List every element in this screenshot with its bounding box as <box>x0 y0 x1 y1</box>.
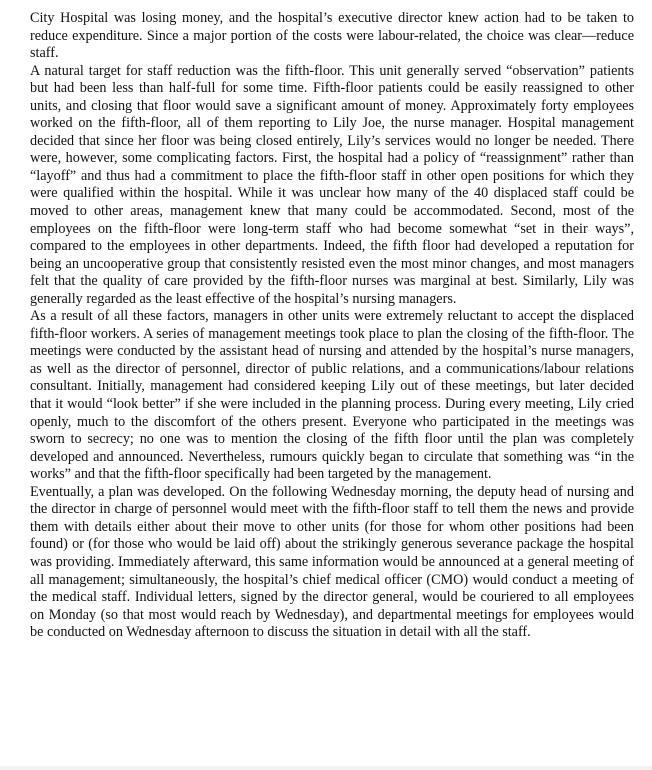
paragraph-meetings: As a result of all these factors, managers in other units were extremely reluctant to accept the displaced fifth-floor workers. A series of management meetings took place to plan the closing of the fifth-floor. The meetings were conducted by the assistant head of nursing and attended by the hospital’s nurse managers, as well as the director of personnel, director of public relations, and a communications/labour relations consultant. Initially, management had considered keeping Lily out of these meetings, but later decided that it would “look better” if she were included in the planning process. During every meeting, Lily cried openly, much to the discomfort of the others present. Everyone who participated in the meetings was sworn to secrecy; no one was to mention the closing of the fifth floor until the plan was completely developed and announced. Nevertheless, rumours quickly began to circulate that something was “in the works” and that the fifth-floor specifically had been targeted by the management. <box>30 308 634 483</box>
paragraph-intro: City Hospital was losing money, and the hospital’s executive director knew action had to be taken to reduce expenditure. Since a major portion of the costs were labour-related, the choice was clear—reduce staff. <box>30 10 634 62</box>
document-body <box>30 10 634 642</box>
paragraph-plan: Eventually, a plan was developed. On the following Wednesday morning, the deputy head of nursing and the director in charge of personnel would meet with the fifth-floor staff to tell them the news and provide them with details either about their move to other units (for those for whom other positions had been found) or (for those who would be laid off) about the strikingly generous severance package the hospital was providing. Immediately afterward, this same information would be announced at a general meeting of all management; simultaneously, the hospital’s chief medical officer (CMO) would conduct a meeting of the medical staff. Individual letters, signed by the director general, would be couriered to all employees on Monday (so that most would reach by Wednesday), and departmental meetings for employees would be conducted on Wednesday afternoon to discuss the situation in detail with all the staff. <box>30 483 634 641</box>
paragraph-fifth-floor: A natural target for staff reduction was the fifth-floor. This unit generally served “observation” patients but had been less than half-full for some time. Fifth-floor patients could be easily reassigned to other units, and closing that floor would save a significant amount of money. Approximately forty employees worked on the fifth-floor, all of them reporting to Lily Joe, the nurse manager. Hospital management decided that since her floor was being closed entirely, Lily’s services would no longer be needed. There were, however, some complicating factors. First, the hospital had a policy of “reassignment” rather than “layoff” and thus had a commitment to place the fifth-floor staff in other open positions for which they were qualified within the hospital. While it was unclear how many of the 40 displaced staff could be moved to other areas, management knew that many could be accommodated. Second, most of the employees on the fifth-floor were long-term staff who had become somewhat “set in their ways”, compared to the employees in other departments. Indeed, the fifth floor had developed a reputation for being an uncooperative group that consistently resisted even the most minor changes, and most managers felt that the quality of care provided by the fifth-floor nurses was marginal at best. Similarly, Lily was generally regarded as the least effective of the hospital’s nursing managers. <box>30 62 634 307</box>
scan-edge <box>0 766 652 770</box>
